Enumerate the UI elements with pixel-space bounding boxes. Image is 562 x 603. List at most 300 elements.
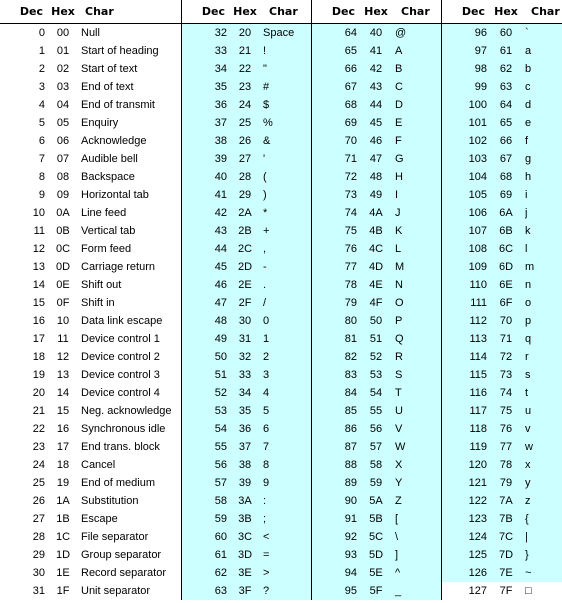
cell-hex: 3F [227,582,263,600]
cell-hex: 26 [227,132,263,150]
cell-hex: 5C [357,528,395,546]
cell-hex: 6E [487,276,525,294]
cell-hex: 2B [227,222,263,240]
cell-dec: 54 [181,420,227,438]
cell-hex: 17 [45,438,81,456]
cell-hex: 4C [357,240,395,258]
cell-char: End trans. block [81,438,181,456]
cell-hex: 42 [357,60,395,78]
cell-hex: 1C [45,528,81,546]
cell-char: P [395,312,441,330]
cell-dec: 84 [311,384,357,402]
cell-hex: 25 [227,114,263,132]
cell-char: 6 [263,420,311,438]
cell-char: j [525,204,562,222]
cell-hex: 38 [227,456,263,474]
cell-char: I [395,186,441,204]
header-dec: Dec [311,0,357,24]
cell-dec: 32 [181,24,227,43]
table-row [0,96,562,114]
cell-char: c [525,78,562,96]
cell-hex: 7D [487,546,525,564]
cell-hex: 1E [45,564,81,582]
cell-dec: 50 [181,348,227,366]
cell-hex: 08 [45,168,81,186]
cell-hex: 4E [357,276,395,294]
cell-hex: 4F [357,294,395,312]
cell-hex: 6F [487,294,525,312]
cell-dec: 13 [0,258,45,276]
cell-hex: 60 [487,24,525,43]
cell-dec: 3 [0,78,45,96]
cell-hex: 49 [357,186,395,204]
cell-char: m [525,258,562,276]
cell-char: B [395,60,441,78]
cell-hex: 2D [227,258,263,276]
cell-dec: 108 [441,240,487,258]
cell-dec: 7 [0,150,45,168]
cell-hex: 3A [227,492,263,510]
cell-hex: 21 [227,42,263,60]
cell-char: * [263,204,311,222]
cell-char: a [525,42,562,60]
cell-dec: 123 [441,510,487,528]
cell-hex: 39 [227,474,263,492]
table-row [0,582,562,600]
cell-hex: 0F [45,294,81,312]
cell-char: 5 [263,402,311,420]
cell-dec: 69 [311,114,357,132]
cell-hex: 11 [45,330,81,348]
table-row [0,312,562,330]
cell-dec: 112 [441,312,487,330]
cell-char: ) [263,186,311,204]
table-row [0,384,562,402]
cell-char: ? [263,582,311,600]
cell-dec: 33 [181,42,227,60]
cell-char: 7 [263,438,311,456]
cell-char: = [263,546,311,564]
cell-char: q [525,330,562,348]
cell-dec: 31 [0,582,45,600]
cell-hex: 7E [487,564,525,582]
cell-char: " [263,60,311,78]
cell-dec: 83 [311,366,357,384]
cell-char: f [525,132,562,150]
cell-char: g [525,150,562,168]
header-dec: Dec [0,0,45,24]
table-row [0,546,562,564]
header-dec: Dec [181,0,227,24]
cell-hex: 01 [45,42,81,60]
cell-dec: 2 [0,60,45,78]
cell-char: Form feed [81,240,181,258]
cell-hex: 5F [357,582,395,600]
cell-dec: 15 [0,294,45,312]
cell-dec: 79 [311,294,357,312]
cell-char: _ [395,582,441,600]
cell-dec: 70 [311,132,357,150]
cell-char: Substitution [81,492,181,510]
cell-hex: 6B [487,222,525,240]
cell-hex: 65 [487,114,525,132]
cell-dec: 18 [0,348,45,366]
cell-dec: 24 [0,456,45,474]
cell-hex: 6D [487,258,525,276]
cell-hex: 09 [45,186,81,204]
table-row [0,564,562,582]
cell-hex: 32 [227,348,263,366]
cell-char: □ [525,582,562,600]
cell-dec: 78 [311,276,357,294]
table-row [0,348,562,366]
cell-hex: 55 [357,402,395,420]
table-row [0,60,562,78]
table-row [0,114,562,132]
cell-hex: 58 [357,456,395,474]
cell-hex: 04 [45,96,81,114]
cell-hex: 31 [227,330,263,348]
cell-dec: 17 [0,330,45,348]
table-row [0,510,562,528]
cell-char: End of transmit [81,96,181,114]
cell-dec: 57 [181,474,227,492]
cell-char: # [263,78,311,96]
cell-char: ^ [395,564,441,582]
table-row [0,420,562,438]
cell-hex: 6A [487,204,525,222]
cell-char: H [395,168,441,186]
cell-dec: 76 [311,240,357,258]
header-hex: Hex [227,0,263,24]
cell-char: n [525,276,562,294]
cell-dec: 23 [0,438,45,456]
table-row [0,42,562,60]
cell-hex: 1F [45,582,81,600]
cell-hex: 68 [487,168,525,186]
cell-hex: 50 [357,312,395,330]
cell-dec: 19 [0,366,45,384]
header-char: Char [81,0,181,24]
cell-char: x [525,456,562,474]
cell-dec: 68 [311,96,357,114]
table-row [0,402,562,420]
cell-char: Null [81,24,181,43]
cell-hex: 5D [357,546,395,564]
cell-char: File separator [81,528,181,546]
cell-dec: 10 [0,204,45,222]
cell-hex: 54 [357,384,395,402]
cell-dec: 51 [181,366,227,384]
cell-dec: 39 [181,150,227,168]
cell-hex: 3C [227,528,263,546]
cell-dec: 124 [441,528,487,546]
cell-char: l [525,240,562,258]
cell-hex: 37 [227,438,263,456]
cell-dec: 87 [311,438,357,456]
cell-hex: 14 [45,384,81,402]
cell-hex: 4D [357,258,395,276]
header-char: Char [525,0,562,24]
cell-char: F [395,132,441,150]
cell-char: X [395,456,441,474]
cell-char: Shift in [81,294,181,312]
cell-dec: 30 [0,564,45,582]
cell-dec: 121 [441,474,487,492]
cell-char: ' [263,150,311,168]
cell-dec: 58 [181,492,227,510]
cell-char: o [525,294,562,312]
cell-dec: 44 [181,240,227,258]
cell-char: % [263,114,311,132]
cell-char: \ [395,528,441,546]
cell-char: ! [263,42,311,60]
cell-dec: 6 [0,132,45,150]
cell-hex: 19 [45,474,81,492]
table-row [0,222,562,240]
table-row [0,276,562,294]
cell-hex: 2A [227,204,263,222]
cell-dec: 8 [0,168,45,186]
cell-hex: 66 [487,132,525,150]
cell-char: r [525,348,562,366]
cell-hex: 57 [357,438,395,456]
cell-char: R [395,348,441,366]
cell-hex: 46 [357,132,395,150]
cell-hex: 24 [227,96,263,114]
cell-dec: 52 [181,384,227,402]
cell-dec: 46 [181,276,227,294]
table-row [0,78,562,96]
cell-hex: 13 [45,366,81,384]
cell-hex: 0D [45,258,81,276]
cell-char: ` [525,24,562,43]
table-row [0,132,562,150]
cell-char: Device control 3 [81,366,181,384]
cell-char: Backspace [81,168,181,186]
cell-char: 8 [263,456,311,474]
cell-dec: 67 [311,78,357,96]
table-row [0,186,562,204]
cell-char: e [525,114,562,132]
table-row [0,456,562,474]
cell-dec: 62 [181,564,227,582]
header-hex: Hex [45,0,81,24]
cell-dec: 35 [181,78,227,96]
cell-dec: 125 [441,546,487,564]
cell-char: Synchronous idle [81,420,181,438]
cell-hex: 0C [45,240,81,258]
cell-dec: 42 [181,204,227,222]
header-char: Char [395,0,441,24]
cell-char: Shift out [81,276,181,294]
cell-dec: 98 [441,60,487,78]
cell-dec: 77 [311,258,357,276]
cell-hex: 67 [487,150,525,168]
cell-dec: 91 [311,510,357,528]
cell-hex: 0B [45,222,81,240]
cell-char: W [395,438,441,456]
cell-char: | [525,528,562,546]
cell-char: y [525,474,562,492]
cell-char: h [525,168,562,186]
cell-char: Space [263,24,311,43]
cell-hex: 22 [227,60,263,78]
cell-hex: 62 [487,60,525,78]
cell-hex: 41 [357,42,395,60]
cell-char: @ [395,24,441,43]
cell-dec: 96 [441,24,487,43]
cell-char: S [395,366,441,384]
cell-dec: 34 [181,60,227,78]
cell-dec: 92 [311,528,357,546]
cell-hex: 15 [45,402,81,420]
cell-hex: 6C [487,240,525,258]
header-hex: Hex [357,0,395,24]
cell-hex: 10 [45,312,81,330]
cell-hex: 61 [487,42,525,60]
cell-dec: 22 [0,420,45,438]
cell-char: 3 [263,366,311,384]
cell-hex: 1A [45,492,81,510]
cell-hex: 71 [487,330,525,348]
cell-hex: 2F [227,294,263,312]
cell-hex: 59 [357,474,395,492]
cell-hex: 36 [227,420,263,438]
cell-char: t [525,384,562,402]
cell-hex: 40 [357,24,395,43]
cell-char: ~ [525,564,562,582]
cell-hex: 7B [487,510,525,528]
cell-dec: 63 [181,582,227,600]
cell-char: 1 [263,330,311,348]
cell-char: [ [395,510,441,528]
cell-char: b [525,60,562,78]
cell-dec: 104 [441,168,487,186]
cell-dec: 110 [441,276,487,294]
cell-hex: 00 [45,24,81,43]
cell-char: N [395,276,441,294]
cell-hex: 5E [357,564,395,582]
cell-hex: 4A [357,204,395,222]
cell-dec: 107 [441,222,487,240]
cell-char: ( [263,168,311,186]
cell-dec: 43 [181,222,227,240]
cell-dec: 12 [0,240,45,258]
cell-char: i [525,186,562,204]
cell-char: Enquiry [81,114,181,132]
cell-hex: 64 [487,96,525,114]
cell-char: k [525,222,562,240]
cell-dec: 0 [0,24,45,43]
cell-char: Start of text [81,60,181,78]
cell-hex: 51 [357,330,395,348]
cell-hex: 20 [227,24,263,43]
cell-dec: 103 [441,150,487,168]
cell-dec: 97 [441,42,487,60]
cell-hex: 06 [45,132,81,150]
cell-hex: 69 [487,186,525,204]
cell-dec: 59 [181,510,227,528]
cell-dec: 37 [181,114,227,132]
cell-char: z [525,492,562,510]
cell-dec: 113 [441,330,487,348]
cell-char: 2 [263,348,311,366]
cell-char: d [525,96,562,114]
cell-char: Y [395,474,441,492]
cell-hex: 76 [487,420,525,438]
cell-dec: 71 [311,150,357,168]
cell-hex: 05 [45,114,81,132]
cell-hex: 70 [487,312,525,330]
table-row [0,366,562,384]
cell-dec: 65 [311,42,357,60]
cell-hex: 18 [45,456,81,474]
cell-dec: 81 [311,330,357,348]
table-row [0,492,562,510]
cell-dec: 101 [441,114,487,132]
cell-dec: 25 [0,474,45,492]
cell-char: Device control 1 [81,330,181,348]
cell-char: Acknowledge [81,132,181,150]
cell-hex: 72 [487,348,525,366]
cell-dec: 122 [441,492,487,510]
cell-dec: 111 [441,294,487,312]
cell-dec: 116 [441,384,487,402]
cell-dec: 11 [0,222,45,240]
cell-dec: 41 [181,186,227,204]
cell-hex: 73 [487,366,525,384]
cell-dec: 75 [311,222,357,240]
cell-char: , [263,240,311,258]
cell-hex: 0A [45,204,81,222]
cell-char: ; [263,510,311,528]
cell-dec: 120 [441,456,487,474]
cell-hex: 16 [45,420,81,438]
cell-hex: 7C [487,528,525,546]
cell-char: + [263,222,311,240]
header-dec: Dec [441,0,487,24]
cell-char: Audible bell [81,150,181,168]
cell-hex: 56 [357,420,395,438]
cell-char: G [395,150,441,168]
cell-char: J [395,204,441,222]
cell-dec: 20 [0,384,45,402]
cell-char: T [395,384,441,402]
cell-dec: 88 [311,456,357,474]
cell-dec: 38 [181,132,227,150]
cell-char: < [263,528,311,546]
cell-char: End of medium [81,474,181,492]
cell-dec: 66 [311,60,357,78]
cell-hex: 52 [357,348,395,366]
cell-char: V [395,420,441,438]
cell-hex: 79 [487,474,525,492]
cell-char: K [395,222,441,240]
cell-dec: 74 [311,204,357,222]
cell-char: U [395,402,441,420]
cell-char: M [395,258,441,276]
cell-hex: 44 [357,96,395,114]
cell-char: O [395,294,441,312]
cell-char: D [395,96,441,114]
cell-hex: 35 [227,402,263,420]
table-row [0,24,562,43]
cell-dec: 89 [311,474,357,492]
cell-hex: 3E [227,564,263,582]
cell-dec: 94 [311,564,357,582]
cell-char: L [395,240,441,258]
